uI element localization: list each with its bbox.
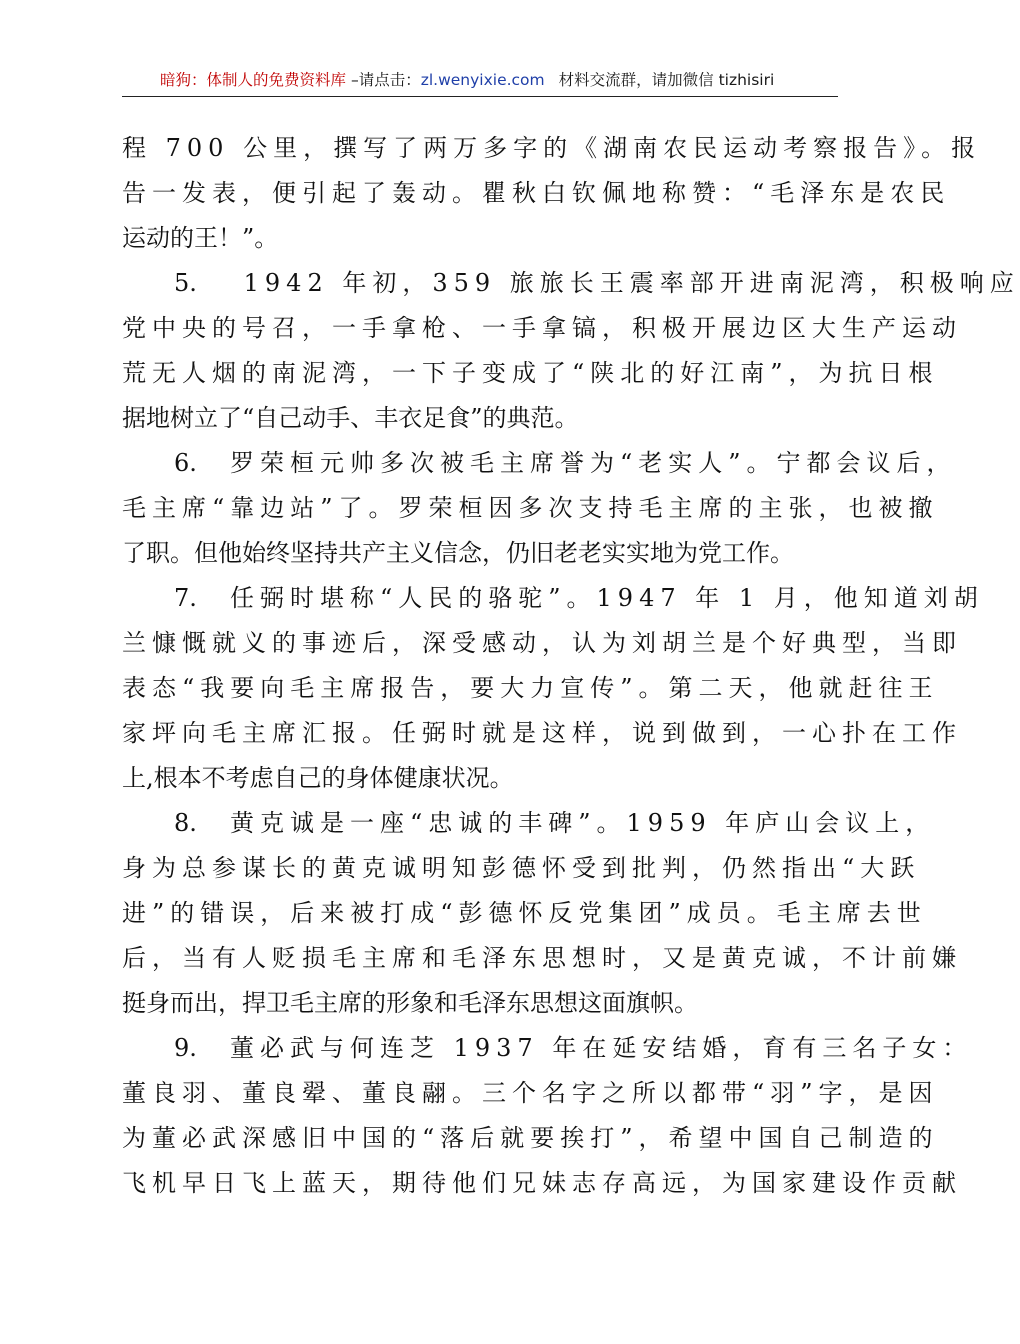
- line-text: 为董必武深感旧中国的“落后就要挨打”，希望中国自己制造的: [122, 1124, 939, 1152]
- line-text: 后，当有人贬损毛主席和毛泽东思想时，又是黄克诚，不计前嫌: [122, 944, 962, 972]
- line-text: 家坪向毛主席汇报。任弼时就是这样，说到做到，一心扑在工作: [122, 719, 962, 747]
- text-line: [122, 846, 921, 891]
- text-line: [122, 666, 939, 711]
- line-text: 黄克诚是一座“忠诚的丰碑”。1959 年庐山会议上，: [230, 809, 936, 837]
- line-text: 据地树立了“自己动手、丰衣足食”的典范。: [122, 404, 579, 432]
- text-line: [122, 486, 939, 531]
- document-body: [122, 126, 1020, 1206]
- paragraph-first-line: [122, 261, 1020, 306]
- list-number: 6.: [174, 449, 197, 477]
- line-text: 飞机早日飞上蓝天，期待他们兄妹志存高远，为国家建设作贡献: [122, 1169, 962, 1197]
- line-text: 上,根本不考虑自己的身体健康状况。: [122, 764, 514, 792]
- text-line: [122, 396, 838, 441]
- line-text: 罗荣桓元帅多次被毛主席誉为“老实人”。宁都会议后，: [230, 449, 957, 477]
- line-text: 1942 年初，359 旅旅长王震率部开进南泥湾，积极响应: [230, 269, 1020, 297]
- header-wechat-note: 材料交流群，请加微信 tizhisiri: [558, 71, 775, 89]
- line-text: 任弼时堪称“人民的骆驼”。1947 年 1 月，他知道刘胡: [230, 584, 984, 612]
- line-text: 表态“我要向毛主席报告，要大力宣传”。第二天，他就赶往王: [122, 674, 939, 702]
- text-line: [122, 891, 927, 936]
- text-line: [122, 531, 838, 576]
- list-number: 8.: [174, 809, 197, 837]
- text-line: [122, 306, 962, 351]
- paragraph-first-line: [122, 801, 936, 846]
- text-line: [122, 756, 838, 801]
- header-click-prompt: –请点击：: [346, 71, 421, 89]
- line-text: 荒无人烟的南泥湾，一下子变成了“陕北的好江南”，为抗日根: [122, 359, 939, 387]
- line-text: 身为总参谋长的黄克诚明知彭德怀受到批判，仍然指出“大跃: [122, 854, 921, 882]
- text-line: [122, 1161, 962, 1206]
- line-text: 进”的错误，后来被打成“彭德怀反党集团”成员。毛主席去世: [122, 899, 927, 927]
- text-line: [122, 936, 962, 981]
- line-text: 运动的王！”。: [122, 224, 279, 252]
- line-text: 程 700 公里，撰写了两万多字的《湖南农民运动考察报告》。报: [122, 134, 982, 162]
- line-text: 毛主席“靠边站”了。罗荣桓因多次支持毛主席的主张，也被撤: [122, 494, 939, 522]
- text-line: [122, 1116, 939, 1161]
- text-line: [122, 216, 838, 261]
- line-text: 党中央的号召，一手拿枪、一手拿镐，积极开展边区大生产运动: [122, 314, 962, 342]
- text-line: [122, 711, 962, 756]
- text-line: [122, 621, 962, 666]
- list-number: 5.: [174, 269, 197, 297]
- list-number: 7.: [174, 584, 197, 612]
- line-text: 董必武与何连芝 1937 年在延安结婚，育有三名子女：: [230, 1034, 973, 1062]
- text-line: [122, 351, 939, 396]
- line-text: 告一发表，便引起了轰动。瞿秋白钦佩地称赞：“毛泽东是农民: [122, 179, 951, 207]
- line-text: 董良羽、董良翚、董良翮。三个名字之所以都带“羽”字，是因: [122, 1079, 939, 1107]
- text-line: [122, 1071, 939, 1116]
- page-header: [122, 66, 838, 97]
- line-text: 了职。但他始终坚持共产主义信念，仍旧老老实实地为党工作。: [122, 539, 794, 567]
- line-text: 兰慷慨就义的事迹后，深受感动，认为刘胡兰是个好典型，当即: [122, 629, 962, 657]
- header-site-name: 暗狗：体制人的免费资料库: [160, 71, 347, 89]
- list-number: 9.: [174, 1034, 197, 1062]
- text-line: [122, 171, 951, 216]
- paragraph-first-line: [122, 576, 984, 621]
- paragraph-first-line: [122, 1026, 973, 1071]
- text-line: [122, 126, 982, 171]
- header-site-link[interactable]: zl.wenyixie.com: [420, 71, 545, 89]
- paragraph-first-line: [122, 441, 957, 486]
- line-text: 挺身而出，捍卫毛主席的形象和毛泽东思想这面旗帜。: [122, 989, 698, 1017]
- text-line: [122, 981, 838, 1026]
